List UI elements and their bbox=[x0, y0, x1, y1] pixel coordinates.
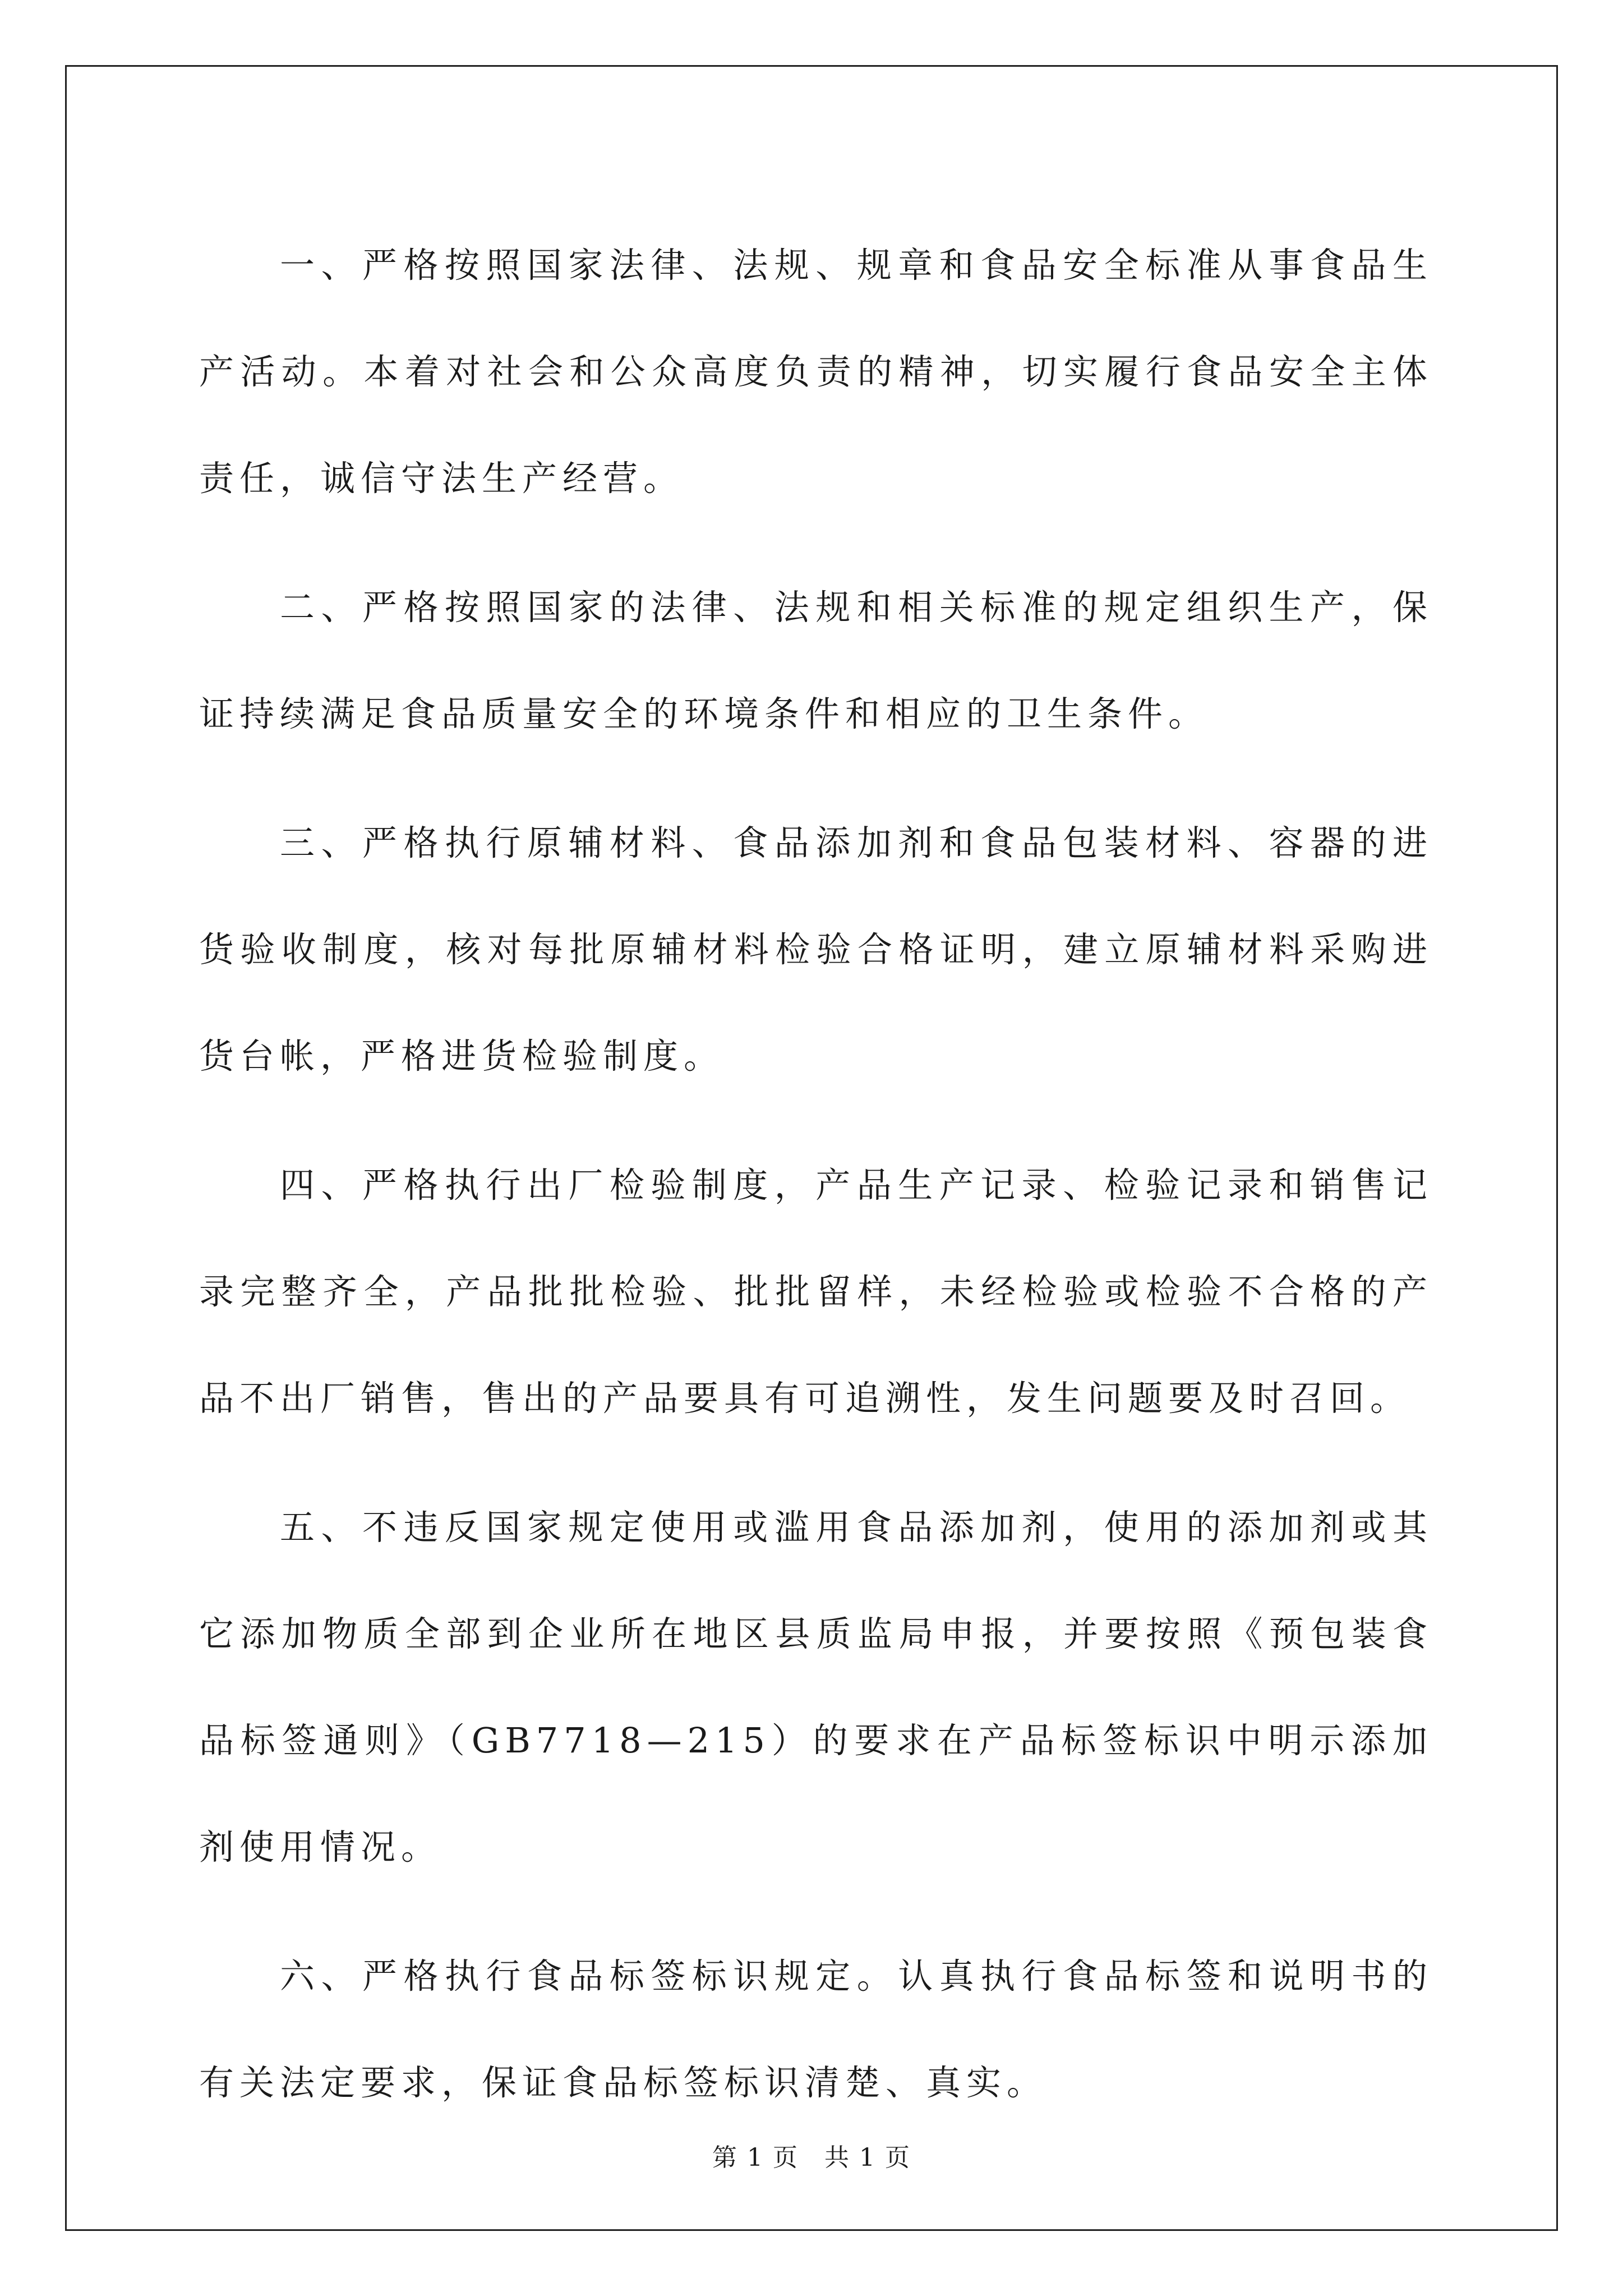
paragraph-4: 四、严格执行出厂检验制度，产品生产记录、检验记录和销售记录完整齐全，产品批批检验、批批留样，未经检验或检验不合格的产品不出厂销售，售出的产品要具有可追溯性，发生问题要及时召回。 bbox=[199, 1165, 1433, 1419]
paragraph-1: 一、严格按照国家法律、法规、规章和食品安全标准从事食品生产活动。本着对社会和公众高度负责的精神，切实履行食品安全主体责任，诚信守法生产经营。 bbox=[199, 245, 1433, 499]
paragraph-3: 三、严格执行原辅材料、食品添加剂和食品包装材料、容器的进货验收制度，核对每批原辅材料检验合格证明，建立原辅材料采购进货台帐，严格进货检验制度。 bbox=[199, 822, 1433, 1076]
page-number: 第 1 页 共 1 页 bbox=[712, 2143, 911, 2172]
paragraph-5: 五、不违反国家规定使用或滥用食品添加剂，使用的添加剂或其它添加物质全部到企业所在地区县质监局申报，并要按照《预包装食品标签通则》（GB7718—215）的要求在产品标签标识中明示添加剂使用情况。 bbox=[199, 1507, 1433, 1867]
paragraph-2: 二、严格按照国家的法律、法规和相关标准的规定组织生产，保证持续满足食品质量安全的环境条件和相应的卫生条件。 bbox=[199, 587, 1433, 734]
paragraph-6: 六、严格执行食品标签标识规定。认真执行食品标签和说明书的有关法定要求，保证食品标签标识清楚、真实。 bbox=[199, 1955, 1433, 2103]
document-body bbox=[199, 212, 1433, 2159]
